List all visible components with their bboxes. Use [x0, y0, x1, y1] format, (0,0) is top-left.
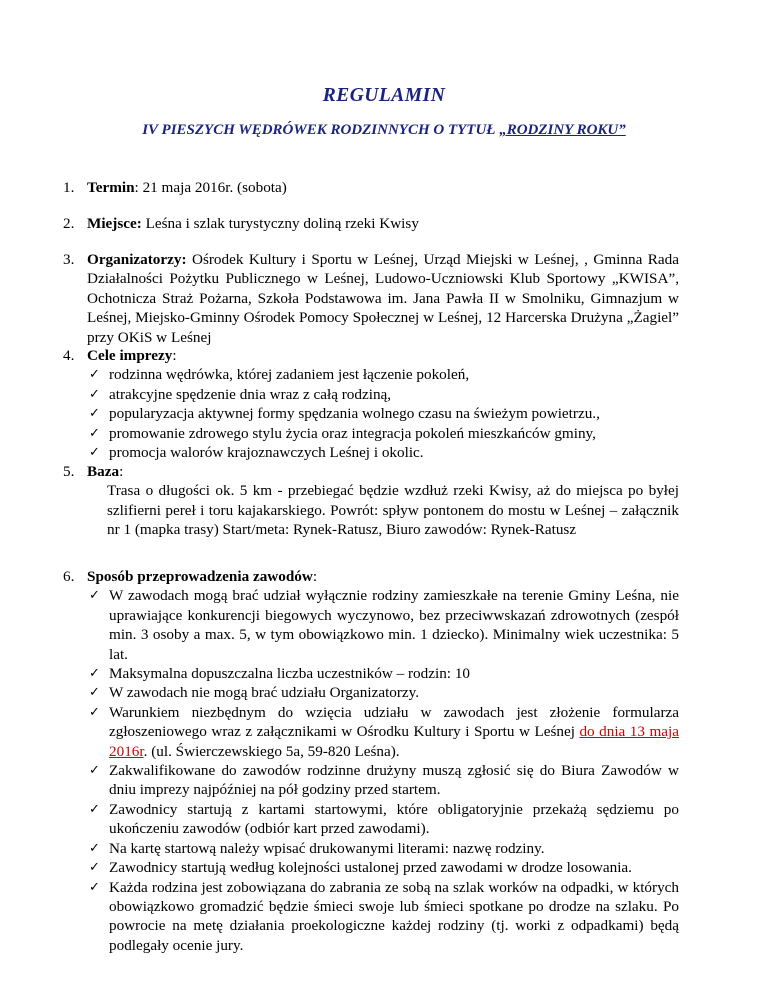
check-icon: ✓	[89, 840, 100, 856]
goals-list	[87, 365, 679, 462]
section-organizatorzy	[63, 250, 679, 347]
list-item: ✓ promocja walorów krajoznawczych Leśnej i okolic.	[89, 444, 424, 462]
document-title: REGULAMIN	[322, 85, 446, 106]
section-number: 3.	[63, 251, 75, 268]
section-text: Trasa o długości ok. 5 km - przebiegać będzie wzdłuż rzeki Kwisy, aż do miejsca po byłej szlifierni pereł i toru kajakarskiego. Powrót: spływ pontonem do mostu w Leśnej – załącznik nr 1 (mapka trasy) Start/meta: Rynek-Ratusz, Biuro zawodów: Rynek-Ratusz	[107, 482, 679, 539]
list-item: ✓ rodzinna wędrówka, której zadaniem jest łączenie pokoleń,	[89, 366, 470, 384]
list-item: ✓ W zawodach mogą brać udział wyłącznie rodziny zamieszkałe na terenie Gminy Leśna, nie uprawiające konkurencji biegowych wyczynowo, bez przeciwwskazań zdrowotnych (zespół min. 3 osoby a max. 5, w tym obowiązkowo min. 1 dziecko). Minimalny wiek uczestnika: 5 lat.	[89, 587, 679, 663]
section-miejsce	[63, 214, 679, 233]
check-icon: ✓	[89, 801, 100, 817]
list-item: ✓ W zawodach nie mogą brać udziału Organizatorzy.	[89, 684, 420, 702]
section-sposob: 6. Sposób przeprowadzenia zawodów: ✓ W zawodach mogą brać udział wyłącznie rodziny zamieszkałe na terenie Gminy Leśna, nie uprawiające konkurencji biegowych wyczynowo, bez przeciwwskazań zdrowotnych (zespół min. 3 osoby a max. 5, w tym obowiązkowo min. 1 dziecko). Minimalny wiek uczestnika: 5 lat. ✓ Maksymalna dopuszczalna liczba uczestników – rodzin: 10 ✓ W zawodach nie mogą brać udziału Organizatorzy. ✓ Warunkiem niezbędnym do wzięcia udziału w zawodach jest złożenie formularza zgłoszeniowego wraz z załącznikami w Ośrodku Kultury i Sportu w Leśnej do dnia 13 maja 2016r. (ul. Świerczewskiego 5a, 59-820 Leśna). ✓ Zakwalifikowane do zawodów rodzinne drużyny muszą zgłosić się do Biura Zawodów w dniu imprezy najpóźniej na pół godziny przed startem. ✓ Zawodnicy startują z kartami startowymi, które obligatoryjnie przekażą sędziemu po ukończeniu zawodów (odbiór kart przed zawodami). ✓ Na kartę startową należy wpisać drukowanymi literami: nazwę rodziny. ✓ Zawodnicy startują według kolejności ustalonej przed zawodami w drodze losowania. ✓ Każda rodzina jest zobowiązana do zabrania ze sobą na szlak worków na odpadki, w których obowiązkowo gromadzić będzie śmieci swoje lub śmieci spotkane po drodze na szlaku. Po powrocie na metę działania proekologiczne każdej rodziny (tj. worki z odpadkami) będą podlegały ocenie jury.	[63, 568, 679, 954]
list-item: ✓ atrakcyjne spędzenie dnia wraz z całą rodziną,	[89, 385, 392, 403]
section-number: 2.	[63, 215, 75, 232]
list-item: ✓ Każda rodzina jest zobowiązana do zabrania ze sobą na szlak worków na odpadki, w których obowiązkowo gromadzić będzie śmieci swoje lub śmieci spotkane po drodze na szlaku. Po powrocie na metę działania proekologiczne każdej rodziny (tj. worki z odpadkami) będą podlegały ocenie jury.	[89, 878, 679, 954]
check-icon: ✓	[89, 445, 100, 461]
check-icon: ✓	[89, 879, 100, 895]
section-baza: 5. Baza: Trasa o długości ok. 5 km - przebiegać będzie wzdłuż rzeki Kwisy, aż do miejsca po byłej szlifierni pereł i toru kajakarskiego. Powrót: spływ pontonem do mostu w Leśnej – załącznik nr 1 (mapka trasy) Start/meta: Rynek-Ratusz, Biuro zawodów: Rynek-Ratusz	[63, 463, 679, 539]
check-icon: ✓	[89, 425, 100, 441]
list-item: ✓ promowanie zdrowego stylu życia oraz integracja pokoleń mieszkańców gminy,	[89, 424, 596, 442]
subtitle-text: IV PIESZYCH WĘDRÓWEK RODZINNYCH O TYTUŁ	[142, 122, 500, 138]
section-cele: 4. Cele imprezy: ✓ rodzinna wędrówka, której zadaniem jest łączenie pokoleń, ✓ atrakcyjne spędzenie dnia wraz z całą rodziną, ✓ popularyzacja aktywnej formy spędzania wolnego czasu na świeżym powietrzu., ✓ promowanie zdrowego stylu życia oraz integracja pokoleń mieszkańców gminy, ✓ promocja walorów krajoznawczych Leśnej i okolic.	[87, 346, 679, 462]
section-text: Ośrodek Kultury i Sportu w Leśnej, Urząd Miejski w Leśnej, , Gminna Rada Działalności Pożytku Publicznego w Leśnej, Ludowo-Uczniowski Klub Sportowy „KWISA”, Ochotnicza Straż Pożarna, Szkoła Podstawowa im. Jana Pawła II w Smolniku, Gimnazjum w Leśnej, Miejsko-Gminny Ośrodek Pomocy Społecznej w Leśnej, 12 Harcerska Drużyna „Żagiel” przy OKiS w Leśnej	[87, 251, 679, 346]
document-subtitle	[0, 122, 768, 139]
section-label: Baza	[87, 463, 120, 480]
section-text: : 21 maja 2016r. (sobota)	[134, 179, 287, 196]
check-icon: ✓	[89, 763, 100, 779]
deadline-link[interactable]: do dnia 13 maja 2016r	[109, 723, 679, 760]
list-item: ✓ Zawodnicy startują według kolejności ustalonej przed zawodami w drodze losowania.	[89, 859, 632, 877]
section-number: 1.	[63, 179, 75, 196]
section-termin	[63, 178, 679, 197]
section-label: Miejsce:	[87, 215, 142, 232]
list-item: ✓ Warunkiem niezbędnym do wzięcia udziału w zawodach jest złożenie formularza zgłoszeniowego wraz z załącznikami w Ośrodku Kultury i Sportu w Leśnej do dnia 13 maja 2016r. (ul. Świerczewskiego 5a, 59-820 Leśna).	[89, 703, 679, 760]
list-item: ✓ Maksymalna dopuszczalna liczba uczestników – rodzin: 10	[89, 665, 471, 683]
check-icon: ✓	[89, 860, 100, 876]
list-item: ✓ Zakwalifikowane do zawodów rodzinne drużyny muszą zgłosić się do Biura Zawodów w dniu imprezy najpóźniej na pół godziny przed startem.	[89, 762, 679, 799]
check-icon: ✓	[89, 685, 100, 701]
section-text: Leśna i szlak turystyczny doliną rzeki Kwisy	[141, 215, 419, 232]
section-number: 6.	[63, 568, 75, 585]
check-icon: ✓	[89, 588, 100, 604]
section-label: Cele imprezy	[87, 347, 173, 364]
list-item: ✓ Zawodnicy startują z kartami startowymi, które obligatoryjnie przekażą sędziemu po ukończeniu zawodów (odbiór kart przed zawodami).	[89, 800, 679, 838]
list-item: ✓ Na kartę startową należy wpisać drukowanymi literami: nazwę rodziny.	[89, 839, 545, 857]
rules-list	[87, 586, 679, 955]
check-icon: ✓	[89, 406, 100, 422]
check-icon: ✓	[89, 367, 100, 383]
section-number: 5.	[63, 463, 75, 480]
section-label: Termin	[87, 179, 135, 196]
list-item: ✓ popularyzacja aktywnej formy spędzania wolnego czasu na świeżym powietrzu.,	[89, 405, 600, 423]
section-label: Organizatorzy:	[87, 251, 187, 268]
section-label: Sposób przeprowadzenia zawodów	[87, 568, 313, 585]
section-number: 4.	[63, 347, 75, 364]
check-icon: ✓	[89, 386, 100, 402]
check-icon: ✓	[89, 704, 100, 720]
subtitle-emphasis: „RODZINY ROKU”	[499, 122, 626, 138]
check-icon: ✓	[89, 666, 100, 682]
